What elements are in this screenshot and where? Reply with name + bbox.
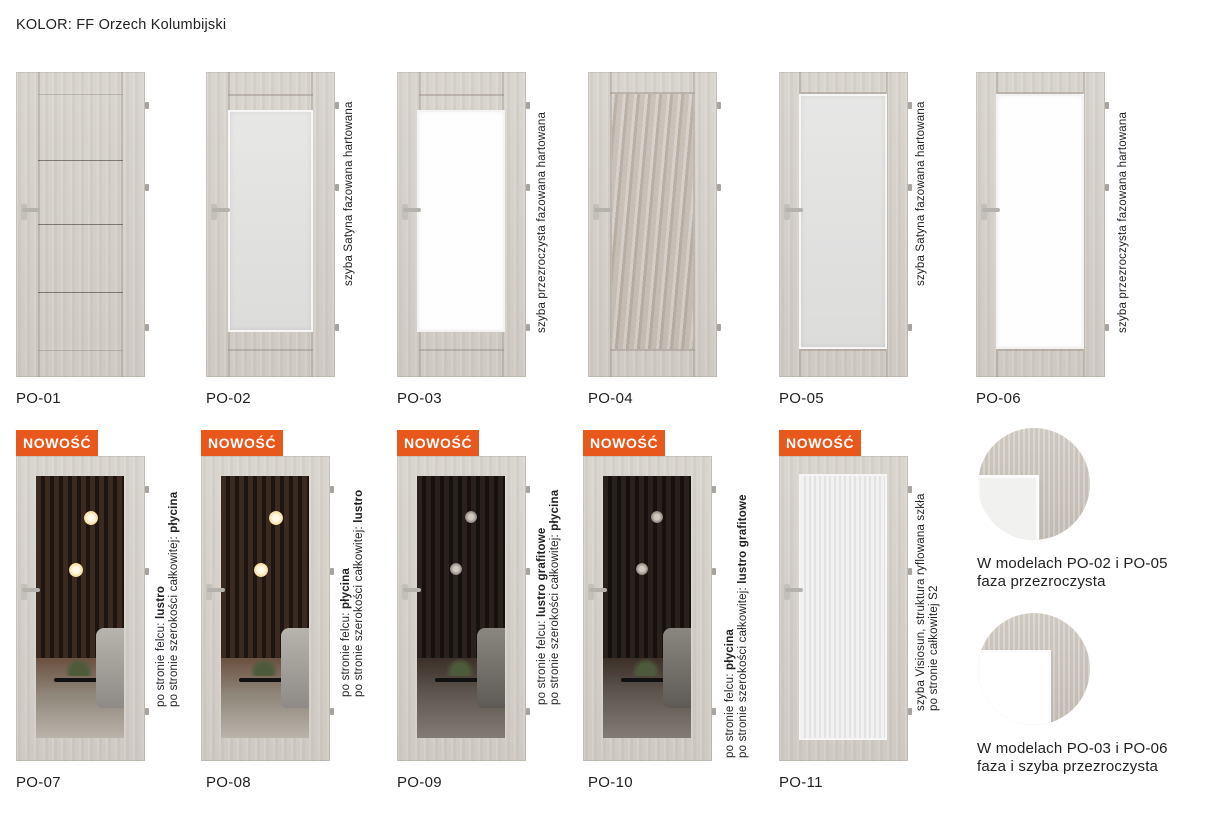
door-code: PO-02 (206, 390, 251, 407)
door-caption: szyba Satyna fazowana hartowana (915, 101, 927, 286)
door-po-02 (206, 72, 335, 377)
new-badge: NOWOŚĆ (397, 430, 479, 456)
new-badge: NOWOŚĆ (201, 430, 283, 456)
door-code: PO-01 (16, 390, 61, 407)
detail-note: W modelach PO-03 i PO-06 faza i szyba przezroczysta (977, 740, 1168, 775)
new-badge: NOWOŚĆ (779, 430, 861, 456)
door-po-10 (583, 456, 712, 761)
door-caption: szyba Satyna fazowana hartowana (343, 101, 355, 286)
color-header: KOLOR: FF Orzech Kolumbijski (16, 17, 227, 33)
door-code: PO-05 (779, 390, 824, 407)
door-caption: szyba Visiosun, struktura ryflowana szkła po stronie całkowitej S2 (915, 493, 940, 711)
door-po-11 (779, 456, 908, 761)
graphite-mirror-panel (417, 476, 505, 738)
new-badge: NOWOŚĆ (583, 430, 665, 456)
mirror-panel (36, 476, 124, 738)
door-po-04 (588, 72, 717, 377)
glass-clear (419, 112, 503, 330)
glass-clear (998, 96, 1082, 347)
door-code: PO-06 (976, 390, 1021, 407)
detail-circle-clear-glass (978, 613, 1090, 725)
graphite-mirror-panel (603, 476, 691, 738)
door-code: PO-07 (16, 774, 61, 791)
door-caption: po stronie felcu: lustro po stronie szerokości całkowitej: płycina (155, 491, 180, 707)
door-code: PO-08 (206, 774, 251, 791)
wood-panel (612, 94, 693, 349)
detail-circle-clear-bevel (978, 428, 1090, 540)
door-po-07 (16, 456, 145, 761)
door-code: PO-03 (397, 390, 442, 407)
door-caption: po stronie felcu: lustro grafitowe po stronie szerokości całkowitej: płycina (536, 489, 561, 705)
new-badge: NOWOŚĆ (16, 430, 98, 456)
door-po-08 (201, 456, 330, 761)
door-caption: po stronie felcu: płycina po stronie szerokości całkowitej: lustro grafitowe (724, 494, 749, 758)
glass-satin (230, 112, 311, 330)
door-po-09 (397, 456, 526, 761)
door-code: PO-10 (588, 774, 633, 791)
door-code: PO-11 (779, 774, 823, 791)
door-caption: szyba przezroczysta fazowana hartowana (1117, 111, 1129, 333)
door-code: PO-09 (397, 774, 442, 791)
door-caption: po stronie felcu: płycina po stronie szerokości całkowitej: lustro (340, 489, 365, 697)
door-po-06 (976, 72, 1105, 377)
door-po-01 (16, 72, 145, 377)
door-po-03 (397, 72, 526, 377)
door-po-05 (779, 72, 908, 377)
detail-note: W modelach PO-02 i PO-05 faza przezroczysta (977, 555, 1168, 590)
glass-satin (801, 96, 885, 347)
mirror-panel (221, 476, 309, 738)
ribbed-glass (801, 476, 885, 738)
door-code: PO-04 (588, 390, 633, 407)
door-caption: szyba przezroczysta fazowana hartowana (536, 111, 548, 333)
